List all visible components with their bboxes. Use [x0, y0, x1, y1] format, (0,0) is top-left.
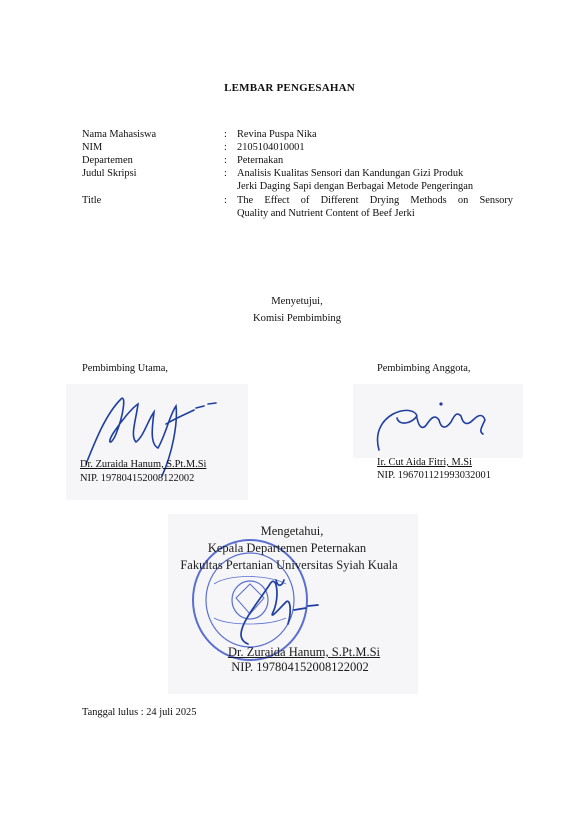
head-position: Kepala Departemen Peternakan [207, 541, 367, 555]
main-supervisor-role: Pembimbing Utama, [82, 363, 169, 374]
english-title-line1: The Effect of Different Drying Methods on Sensory [237, 195, 513, 206]
head-nip: NIP. 197804152008122002 [231, 660, 369, 674]
member-supervisor-signature-scan [353, 384, 523, 458]
colon: : [224, 142, 227, 153]
head-name: Dr. Zuraida Hanum, S.Pt.M.Si [227, 645, 381, 659]
main-supervisor-nip: NIP. 197804152008122002 [80, 473, 195, 484]
page-title: LEMBAR PENGESAHAN [224, 82, 355, 94]
member-supervisor-nip: NIP. 196701121993032001 [377, 470, 491, 481]
head-acknowledge: Mengetahui, [260, 524, 324, 538]
member-supervisor-signature [353, 384, 523, 458]
name-label: Nama Mahasiswa [82, 129, 157, 140]
department-value: Peternakan [237, 155, 284, 166]
english-title-label: Title [82, 195, 102, 206]
thesis-title-line2: Jerki Daging Sapi dengan Berbagai Metode Pengeringan [237, 181, 474, 192]
english-title-line2: Quality and Nutrient Content of Beef Jerki [237, 208, 415, 219]
colon: : [224, 195, 227, 206]
name-value: Revina Puspa Nika [237, 129, 317, 140]
graduation-date: Tanggal lulus : 24 juli 2025 [82, 707, 197, 718]
approval-line2: Komisi Pembimbing [253, 313, 341, 324]
member-supervisor-role: Pembimbing Anggota, [377, 363, 471, 374]
member-supervisor-name: Ir. Cut Aida Fitri, M.Si [377, 457, 472, 468]
department-label: Departemen [82, 155, 133, 166]
approval-line1: Menyetujui, [271, 296, 323, 307]
nim-value: 2105104010001 [237, 142, 305, 153]
main-supervisor-name: Dr. Zuraida Hanum, S.Pt.M.Si [80, 459, 207, 470]
thesis-title-label: Judul Skripsi [82, 168, 137, 179]
head-faculty: Fakultas Pertanian Universitas Syiah Kuala [180, 558, 398, 572]
thesis-title-line1: Analisis Kualitas Sensori dan Kandungan Gizi Produk [237, 168, 464, 179]
nim-label: NIM [82, 142, 103, 153]
colon: : [224, 155, 227, 166]
head-of-department-scan [168, 514, 418, 694]
colon: : [224, 168, 227, 179]
colon: : [224, 129, 227, 140]
